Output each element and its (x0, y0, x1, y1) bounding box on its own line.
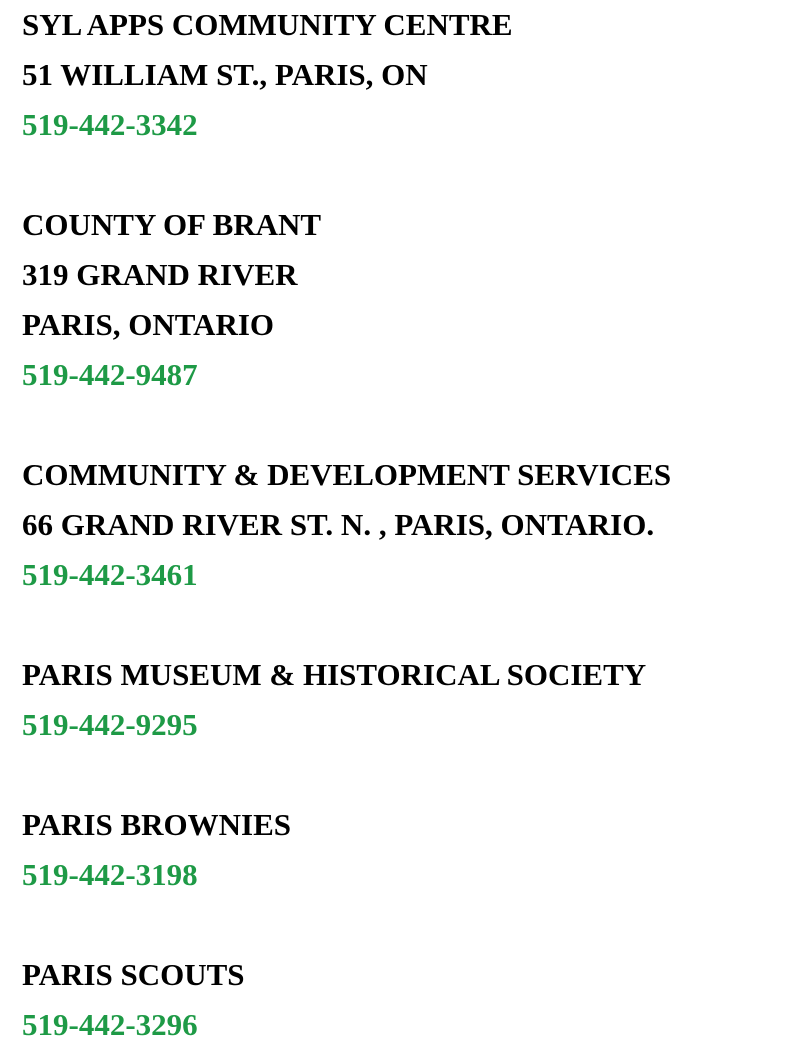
entry-name: PARIS BROWNIES (22, 807, 292, 842)
entry-phone: 519-442-3342 (22, 107, 198, 142)
entry-paris-museum-historical-society (22, 650, 782, 750)
spacer (22, 900, 782, 950)
entry-paris-scouts (22, 950, 782, 1050)
entry-name: SYL APPS COMMUNITY CENTRE (22, 7, 513, 42)
entry-name: COMMUNITY & DEVELOPMENT SERVICES (22, 457, 672, 492)
entry-name: PARIS MUSEUM & HISTORICAL SOCIETY (22, 657, 647, 692)
entry-syl-apps-community-centre (22, 0, 782, 150)
entry-phone: 519-442-3296 (22, 1007, 198, 1042)
spacer (22, 600, 782, 650)
entry-phone: 519-442-3198 (22, 857, 198, 892)
entry-name: PARIS SCOUTS (22, 957, 245, 992)
entry-address: 319 GRAND RIVER (22, 257, 298, 292)
spacer (22, 150, 782, 200)
entry-city: PARIS, ONTARIO (22, 307, 275, 342)
directory-listing (22, 0, 782, 1050)
entry-phone: 519-442-3461 (22, 557, 198, 592)
entry-county-of-brant (22, 200, 782, 400)
entry-paris-brownies (22, 800, 782, 900)
entry-phone: 519-442-9487 (22, 357, 198, 392)
spacer (22, 400, 782, 450)
entry-community-development-services (22, 450, 782, 600)
entry-address: 66 GRAND RIVER ST. N. , PARIS, ONTARIO. (22, 507, 655, 542)
entry-phone: 519-442-9295 (22, 707, 198, 742)
entry-address: 51 WILLIAM ST., PARIS, ON (22, 57, 428, 92)
spacer (22, 750, 782, 800)
entry-name: COUNTY OF BRANT (22, 207, 322, 242)
